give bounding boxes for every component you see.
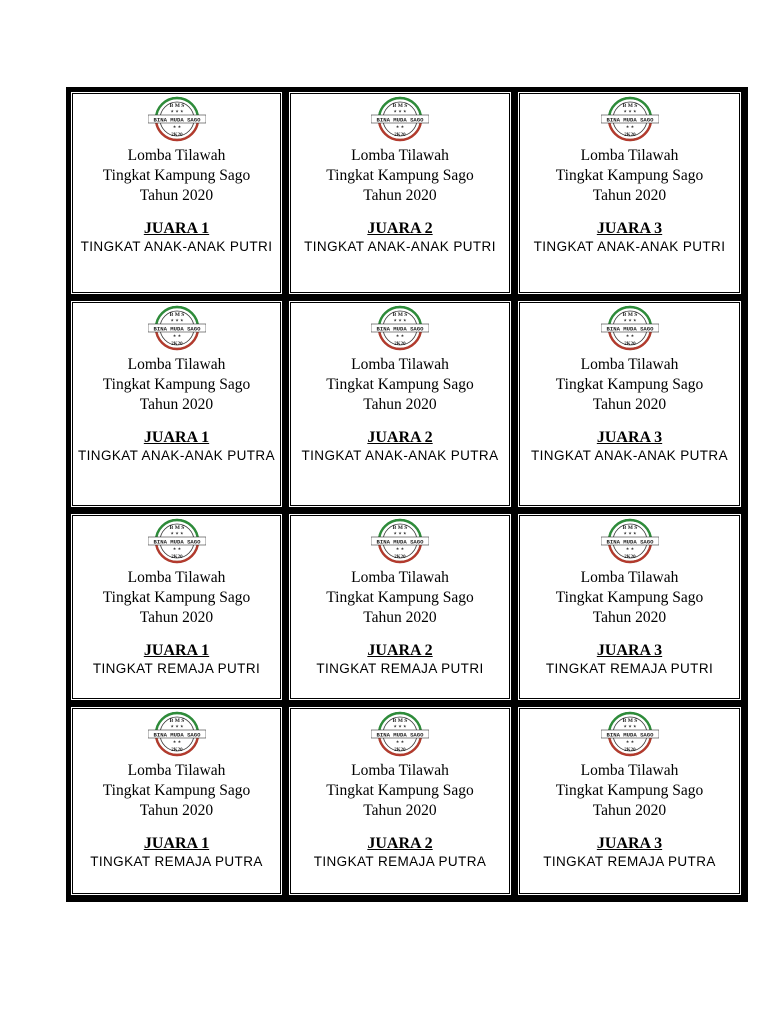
svg-text:★ ★: ★ ★ <box>625 739 634 744</box>
svg-text:2K20: 2K20 <box>170 133 183 138</box>
winner-rank: JUARA 3 <box>596 642 663 659</box>
winner-rank: JUARA 1 <box>143 220 210 237</box>
event-year-line: Tahun 2020 <box>363 396 437 413</box>
svg-text:B M S: B M S <box>169 103 184 109</box>
svg-text:★ ★ ★: ★ ★ ★ <box>622 108 637 114</box>
svg-text:2K20: 2K20 <box>623 133 636 138</box>
award-label-card <box>287 512 513 702</box>
event-title-line: Lomba Tilawah <box>580 147 679 164</box>
award-label-card <box>69 299 284 509</box>
category-level: TINGKAT ANAK-ANAK PUTRI <box>304 239 496 254</box>
event-year-line: Tahun 2020 <box>592 396 667 413</box>
winner-rank: JUARA 2 <box>367 642 433 659</box>
event-title <box>326 568 474 628</box>
label-sheet <box>66 87 748 902</box>
event-title-line: Tingkat Kampung Sago <box>102 782 251 799</box>
event-title-line: Lomba Tilawah <box>351 569 449 586</box>
event-title <box>103 355 251 415</box>
svg-text:★ ★ ★: ★ ★ ★ <box>622 723 637 729</box>
winner-rank: JUARA 2 <box>367 835 433 852</box>
event-title <box>326 355 474 415</box>
winner-rank: JUARA 3 <box>596 429 663 446</box>
event-title <box>556 355 704 415</box>
bina-muda-sago-logo-icon <box>148 711 206 757</box>
event-title-line: Tingkat Kampung Sago <box>555 167 704 184</box>
svg-text:2K20: 2K20 <box>170 342 183 347</box>
category-level: TINGKAT ANAK-ANAK PUTRA <box>531 448 728 463</box>
event-title-line: Lomba Tilawah <box>127 356 226 373</box>
svg-text:2K20: 2K20 <box>394 748 406 753</box>
category-level: TINGKAT ANAK-ANAK PUTRI <box>80 239 273 254</box>
svg-text:★ ★: ★ ★ <box>395 124 405 129</box>
winner-rank: JUARA 3 <box>596 220 663 237</box>
svg-text:2K20: 2K20 <box>394 342 406 347</box>
event-year-line: Tahun 2020 <box>592 609 667 626</box>
event-title-line: Tingkat Kampung Sago <box>326 376 474 393</box>
bina-muda-sago-logo-icon <box>371 305 429 351</box>
svg-text:BINA MUDA SAGO: BINA MUDA SAGO <box>153 731 200 739</box>
event-title <box>556 568 704 628</box>
winner-rank: JUARA 1 <box>143 429 210 446</box>
event-title-line: Lomba Tilawah <box>580 762 679 779</box>
event-year-line: Tahun 2020 <box>139 187 214 204</box>
event-title-line: Tingkat Kampung Sago <box>102 376 251 393</box>
award-label-card <box>287 90 513 296</box>
svg-text:★ ★ ★: ★ ★ ★ <box>393 317 407 323</box>
award-label-card <box>69 705 284 897</box>
svg-text:★ ★ ★: ★ ★ ★ <box>622 317 637 323</box>
svg-text:B M S: B M S <box>169 312 184 318</box>
svg-text:★ ★: ★ ★ <box>625 546 634 551</box>
svg-text:★ ★ ★: ★ ★ ★ <box>169 723 184 729</box>
svg-text:2K20: 2K20 <box>623 748 636 753</box>
event-year-line: Tahun 2020 <box>363 609 437 626</box>
event-title-line: Lomba Tilawah <box>127 569 226 586</box>
svg-text:2K20: 2K20 <box>170 748 183 753</box>
svg-text:★ ★: ★ ★ <box>172 739 181 744</box>
award-label-card <box>516 299 743 509</box>
event-year-line: Tahun 2020 <box>592 802 667 819</box>
bina-muda-sago-logo-icon <box>148 518 206 564</box>
svg-text:B M S: B M S <box>392 103 408 109</box>
bina-muda-sago-logo-icon <box>601 711 659 757</box>
event-title-line: Lomba Tilawah <box>127 147 226 164</box>
bina-muda-sago-logo-icon <box>601 518 659 564</box>
bina-muda-sago-logo-icon <box>148 96 206 142</box>
svg-text:★ ★: ★ ★ <box>395 546 405 551</box>
event-title <box>326 761 474 821</box>
category-level: TINGKAT REMAJA PUTRA <box>543 854 716 869</box>
svg-text:B M S: B M S <box>622 718 637 724</box>
svg-text:2K20: 2K20 <box>394 555 406 560</box>
event-title-line: Tingkat Kampung Sago <box>326 782 474 799</box>
event-year-line: Tahun 2020 <box>139 609 214 626</box>
category-level: TINGKAT ANAK-ANAK PUTRA <box>78 448 275 463</box>
category-level: TINGKAT REMAJA PUTRA <box>90 854 263 869</box>
svg-text:BINA MUDA SAGO: BINA MUDA SAGO <box>606 731 653 739</box>
svg-text:B M S: B M S <box>392 312 408 318</box>
svg-text:BINA MUDA SAGO: BINA MUDA SAGO <box>606 325 653 333</box>
svg-text:B M S: B M S <box>392 718 408 724</box>
event-title <box>556 761 704 821</box>
svg-text:2K20: 2K20 <box>170 555 183 560</box>
event-title-line: Tingkat Kampung Sago <box>555 589 704 606</box>
svg-text:★ ★ ★: ★ ★ ★ <box>169 317 184 323</box>
svg-text:★ ★: ★ ★ <box>395 739 405 744</box>
event-year-line: Tahun 2020 <box>592 187 667 204</box>
svg-text:B M S: B M S <box>622 103 637 109</box>
bina-muda-sago-logo-icon <box>371 711 429 757</box>
svg-text:BINA MUDA SAGO: BINA MUDA SAGO <box>153 325 200 333</box>
svg-text:BINA MUDA SAGO: BINA MUDA SAGO <box>376 325 424 333</box>
svg-text:B M S: B M S <box>392 525 408 531</box>
event-year-line: Tahun 2020 <box>139 802 214 819</box>
svg-text:★ ★ ★: ★ ★ ★ <box>169 108 184 114</box>
event-title-line: Lomba Tilawah <box>127 762 226 779</box>
svg-text:★ ★ ★: ★ ★ ★ <box>393 108 407 114</box>
event-title-line: Tingkat Kampung Sago <box>555 782 704 799</box>
category-level: TINGKAT REMAJA PUTRI <box>316 661 484 676</box>
svg-text:BINA MUDA SAGO: BINA MUDA SAGO <box>376 116 424 124</box>
event-title-line: Lomba Tilawah <box>351 356 449 373</box>
event-year-line: Tahun 2020 <box>363 802 437 819</box>
svg-text:★ ★: ★ ★ <box>625 124 634 129</box>
award-label-card <box>287 299 513 509</box>
event-title-line: Tingkat Kampung Sago <box>326 589 474 606</box>
winner-rank: JUARA 1 <box>143 835 210 852</box>
winner-rank: JUARA 2 <box>367 220 433 237</box>
event-title <box>103 761 251 821</box>
svg-text:B M S: B M S <box>622 525 637 531</box>
award-label-card <box>287 705 513 897</box>
event-title-line: Tingkat Kampung Sago <box>555 376 704 393</box>
category-level: TINGKAT ANAK-ANAK PUTRI <box>533 239 726 254</box>
svg-text:★ ★: ★ ★ <box>395 333 405 338</box>
award-label-card <box>516 90 743 296</box>
event-title-line: Tingkat Kampung Sago <box>102 167 251 184</box>
award-label-card <box>69 512 284 702</box>
bina-muda-sago-logo-icon <box>601 305 659 351</box>
event-title-line: Lomba Tilawah <box>351 147 449 164</box>
category-level: TINGKAT ANAK-ANAK PUTRA <box>301 448 499 463</box>
svg-text:★ ★ ★: ★ ★ ★ <box>169 530 184 536</box>
category-level: TINGKAT REMAJA PUTRI <box>92 661 261 676</box>
svg-text:2K20: 2K20 <box>394 133 406 138</box>
award-label-card <box>516 512 743 702</box>
svg-text:B M S: B M S <box>169 525 184 531</box>
svg-text:★ ★: ★ ★ <box>625 333 634 338</box>
bina-muda-sago-logo-icon <box>601 96 659 142</box>
svg-text:BINA MUDA SAGO: BINA MUDA SAGO <box>606 116 653 124</box>
event-title <box>556 146 704 206</box>
svg-text:★ ★: ★ ★ <box>172 546 181 551</box>
award-label-card <box>516 705 743 897</box>
svg-text:★ ★: ★ ★ <box>172 333 181 338</box>
event-title-line: Lomba Tilawah <box>580 356 679 373</box>
svg-text:BINA MUDA SAGO: BINA MUDA SAGO <box>376 731 424 739</box>
award-label-card <box>69 90 284 296</box>
event-title-line: Tingkat Kampung Sago <box>326 167 474 184</box>
svg-text:BINA MUDA SAGO: BINA MUDA SAGO <box>153 116 200 124</box>
category-level: TINGKAT REMAJA PUTRI <box>545 661 714 676</box>
svg-text:★ ★ ★: ★ ★ ★ <box>393 530 407 536</box>
event-title-line: Tingkat Kampung Sago <box>102 589 251 606</box>
event-title <box>326 146 474 206</box>
event-title-line: Lomba Tilawah <box>351 762 449 779</box>
category-level: TINGKAT REMAJA PUTRA <box>313 854 487 869</box>
winner-rank: JUARA 3 <box>596 835 663 852</box>
svg-text:★ ★ ★: ★ ★ ★ <box>622 530 637 536</box>
bina-muda-sago-logo-icon <box>148 305 206 351</box>
winner-rank: JUARA 1 <box>143 642 210 659</box>
winner-rank: JUARA 2 <box>367 429 433 446</box>
bina-muda-sago-logo-icon <box>371 96 429 142</box>
event-year-line: Tahun 2020 <box>363 187 437 204</box>
svg-text:★ ★ ★: ★ ★ ★ <box>393 723 407 729</box>
svg-text:B M S: B M S <box>169 718 184 724</box>
event-title-line: Lomba Tilawah <box>580 569 679 586</box>
svg-text:2K20: 2K20 <box>623 342 636 347</box>
svg-text:★ ★: ★ ★ <box>172 124 181 129</box>
svg-text:BINA MUDA SAGO: BINA MUDA SAGO <box>606 538 653 546</box>
svg-text:B M S: B M S <box>622 312 637 318</box>
svg-text:BINA MUDA SAGO: BINA MUDA SAGO <box>376 538 424 546</box>
event-title <box>103 146 251 206</box>
svg-text:2K20: 2K20 <box>623 555 636 560</box>
event-year-line: Tahun 2020 <box>139 396 214 413</box>
svg-text:BINA MUDA SAGO: BINA MUDA SAGO <box>153 538 200 546</box>
bina-muda-sago-logo-icon <box>371 518 429 564</box>
event-title <box>103 568 251 628</box>
